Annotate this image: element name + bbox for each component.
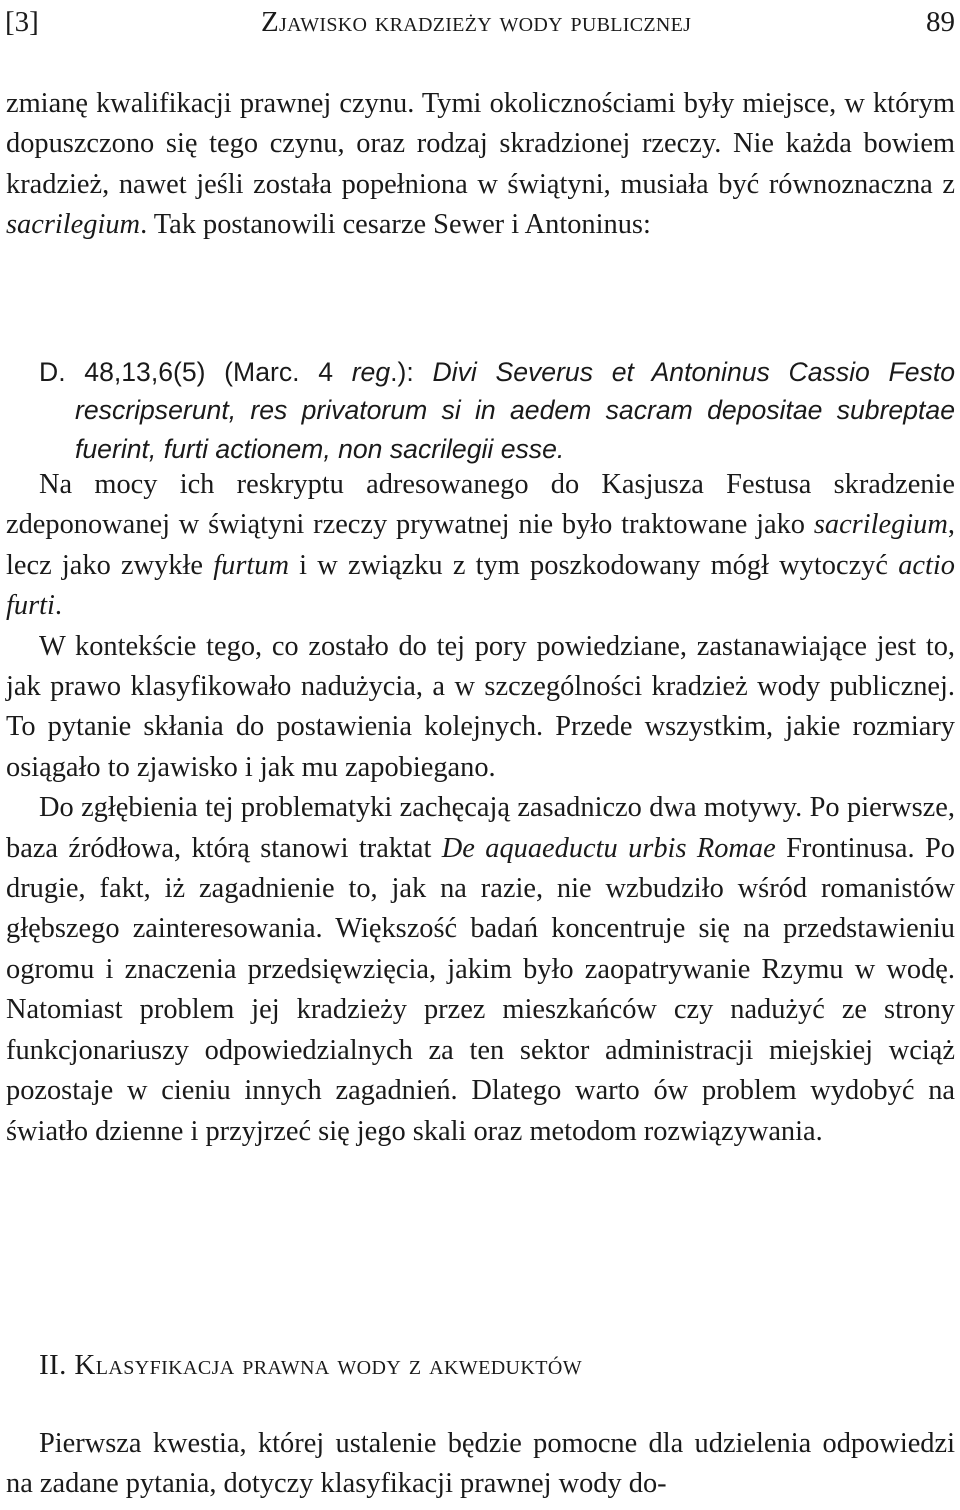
paragraph-4 [6,788,955,1152]
section-heading [39,1345,582,1385]
section-number: [3] [5,6,39,38]
paragraph-text: . Tak postanowili cesarze Sewer i Antoninus: [140,209,651,241]
paragraph-2 [6,465,955,627]
page-number: 89 [926,6,955,38]
citation-reference: D. 48,13,6(5) (Marc. 4 [39,356,352,387]
italic-term: actio furti [6,549,955,622]
running-title: Zjawisko kradzieży wody publicznej [261,6,692,38]
paragraph-text: Pierwsza kwestia, której ustalenie będzie pomocne dla udzielenia odpowiedzi na zadane pytania, dotyczy klasyfikacji prawnej wody do- [6,1428,955,1500]
paragraph-text: . [54,590,63,622]
main-text [6,465,955,1152]
citation-reference: .): [390,356,433,387]
latin-quote: Divi Severus et Antoninus Cassio Festo rescripserunt, res privatorum si in aedem sacram depositae subreptae fuerint, furti actionem, non sacrilegii esse. [75,356,956,464]
italic-term: sacrilegium [813,509,948,541]
paragraph-text: zmianę kwalifikacji prawnej czynu. Tymi okolicznościami były miejsce, w którym dopuszczono się tego czynu, oraz rodzaj skradzionej rzeczy. Nie każda bowiem kradzież, nawet jeśli została popełniona w świątyni, musiała być równoznaczna z [6,88,955,200]
paragraph-1 [6,84,955,246]
paragraph-text: Do zgłębienia tej problematyki zachęcają zasadniczo dwa motywy. Po pierwsze, baza źródłowa, którą stanowi traktat [6,792,955,864]
paragraph-text: , lecz jako zwykłe [6,509,955,581]
italic-title: De aquaeductu urbis Romae [441,832,776,864]
paragraph-text: Na mocy ich reskryptu adresowanego do Kasjusza Festusa skradzenie zdeponowanej w świątyni rzeczy prywatnej nie było traktowane jako [6,469,955,541]
italic-term: furtum [213,549,289,581]
running-header [5,2,955,42]
section-heading-title: Klasyfikacja prawna wody z akweduktów [74,1349,582,1381]
paragraph-text: Frontinusa. Po drugie, fakt, iż zagadnienie to, jak na razie, nie wzbudziło wśród romanistów głębszego zainteresowania. Większość badań koncentruje się na przedstawieniu ogromu i znaczenia przedsięwzięcia, jakim było zaopatrywanie Rzymu w wodę. Natomiast problem jej kradzieży przez mieszkańców czy nadużyć ze strony funkcjonariuszy odpowiedzialnych za ten sektor administracji miejskiej wciąż pozostaje w cieniu innych zagadnień. Dlatego warto ów problem wydobyć na światło dzienne i przyjrzeć się jego skali oraz metodom rozwiązywania. [6,832,955,1147]
italic-term: sacrilegium [6,209,141,241]
paragraph-text: i w związku z tym poszkodowany mógł wytoczyć [288,549,899,581]
citation-reference-italic: reg [351,356,391,387]
paragraph-5 [6,1424,955,1505]
section-heading-number: II. [39,1349,67,1381]
paragraph-3: W kontekście tego, co zostało do tej pory powiedziane, zastanawiające jest to, jak prawo klasyfikowało nadużycia, a w szczególności kradzież wody publicznej. To pytanie skłania do postawienia kolejnych. Przede wszystkim, jakie rozmiary osiągało to zjawisko i jak mu zapobiegano. [6,630,955,783]
